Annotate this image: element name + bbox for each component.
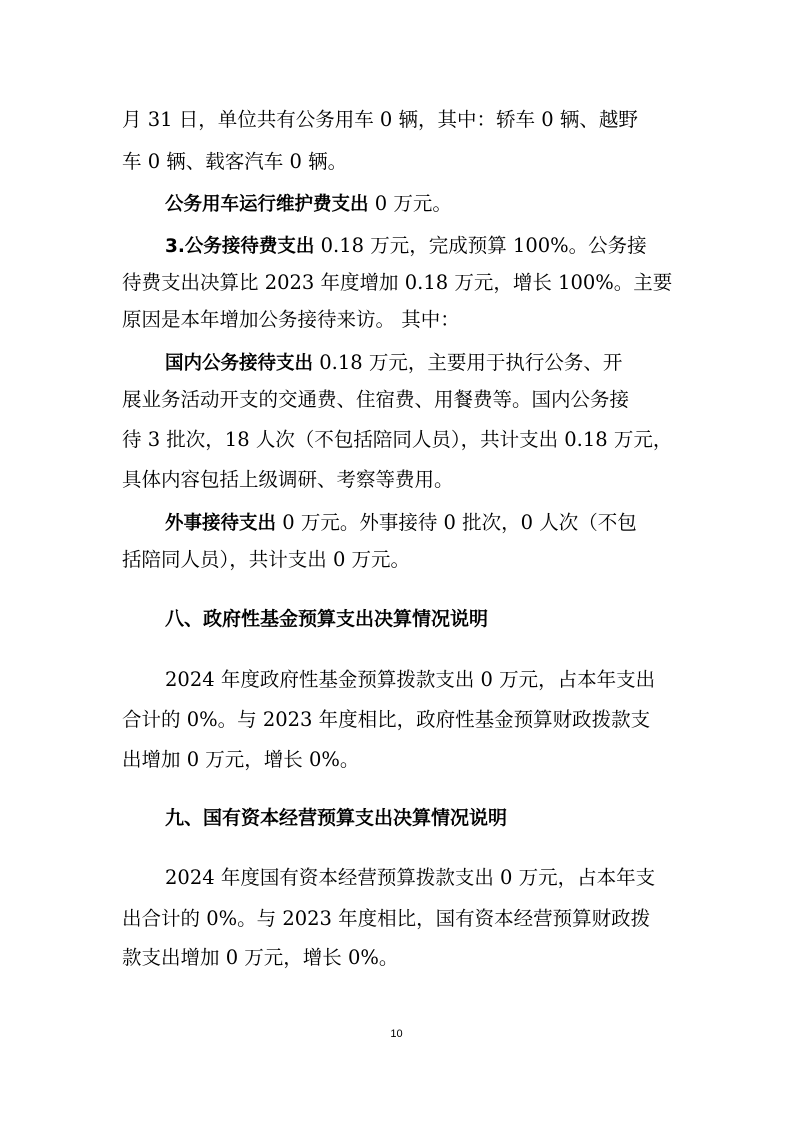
section-9-line-3: 款支出增加 0 万元，增长 0%。 — [122, 946, 399, 969]
section-8-line-2: 合计的 0%。与 2023 年度相比，政府性基金预算财政拨款支 — [122, 708, 651, 731]
section-8-line-1: 2024 年度政府性基金预算拨款支出 0 万元，占本年支出 — [165, 668, 656, 691]
domestic-line-1 — [165, 348, 685, 378]
domestic-line-1-text: 0.18 万元，主要用于执行公务、开 — [313, 351, 623, 374]
maintenance-label: 公务用车运行维护费支出 — [165, 194, 369, 215]
foreign-line-1-text: 0 万元。外事接待 0 批次，0 人次（不包 — [276, 511, 637, 534]
foreign-label: 外事接待支出 — [165, 513, 277, 534]
domestic-line-2: 展业务活动开支的交通费、住宿费、用餐费等。国内公务接 — [122, 388, 630, 411]
section-8-heading: 八、政府性基金预算支出决算情况说明 — [165, 608, 489, 630]
reception-line-2: 待费支出决算比 2023 年度增加 0.18 万元，增长 100%。主要 — [122, 271, 673, 294]
foreign-line-1 — [165, 508, 685, 538]
reception-line-3: 原因是本年增加公务接待来访。 其中： — [122, 308, 460, 331]
reception-line-1-text: 0.18 万元，完成预算 100%。公务接 — [314, 234, 647, 257]
reception-label: 3.公务接待费支出 — [165, 236, 315, 257]
maintenance-paragraph — [165, 189, 685, 219]
page-number: 10 — [390, 1028, 403, 1040]
vehicles-line-1: 月 31 日，单位共有公务用车 0 辆，其中：轿车 0 辆、越野 — [122, 108, 638, 131]
section-9-line-1: 2024 年度国有资本经营预算拨款支出 0 万元，占本年支 — [165, 866, 656, 889]
section-9-line-2: 出合计的 0%。与 2023 年度相比，国有资本经营预算财政拨 — [122, 907, 651, 930]
reception-line-1 — [165, 231, 685, 261]
domestic-line-4: 具体内容包括上级调研、考察等费用。 — [122, 468, 454, 491]
section-8-line-3: 出增加 0 万元，增长 0%。 — [122, 748, 360, 771]
vehicles-line-2: 车 0 辆、载客汽车 0 辆。 — [122, 150, 348, 173]
domestic-label: 国内公务接待支出 — [165, 353, 314, 374]
maintenance-value: 0 万元。 — [368, 192, 452, 215]
foreign-line-2: 括陪同人员），共计支出 0 万元。 — [122, 548, 411, 571]
section-9-heading: 九、国有资本经营预算支出决算情况说明 — [165, 807, 508, 829]
domestic-line-3: 待 3 批次，18 人次（不包括陪同人员），共计支出 0.18 万元， — [122, 428, 673, 451]
